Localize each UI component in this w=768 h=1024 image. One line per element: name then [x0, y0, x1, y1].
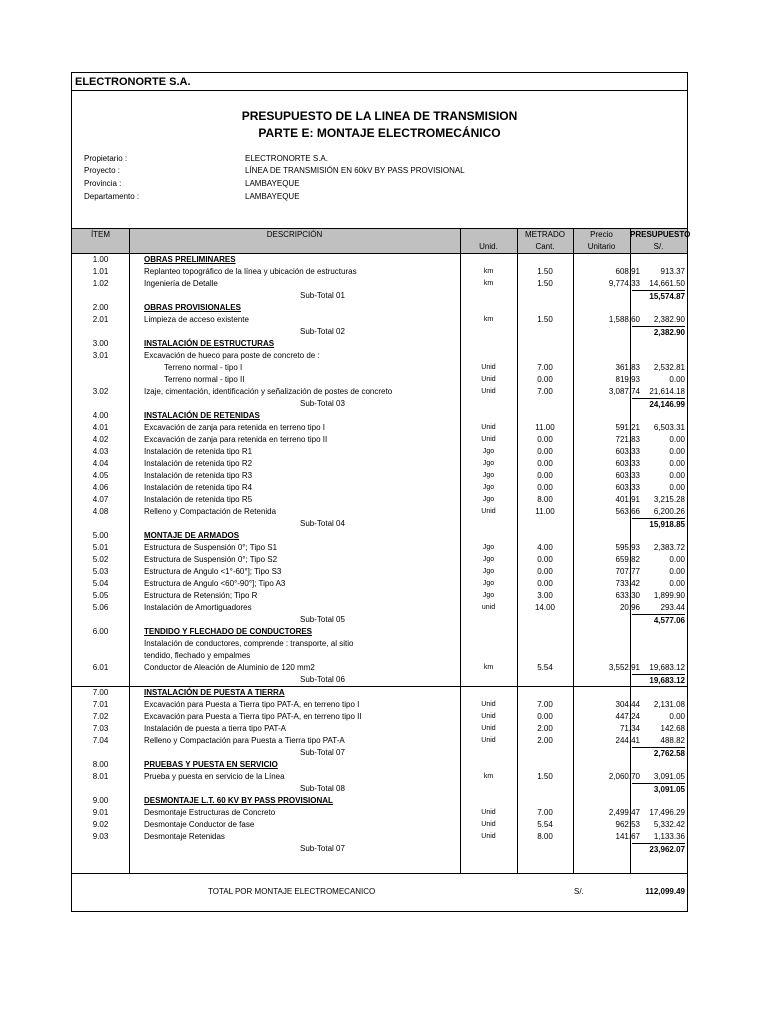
- item-description: Instalación de retenida tipo R2: [144, 459, 253, 468]
- table-header: [72, 228, 691, 254]
- item-description: Instalación de retenida tipo R4: [144, 483, 253, 492]
- item-number: 9.02: [92, 820, 109, 829]
- subtotal-row: [72, 398, 687, 410]
- subtotal-value: 23,962.07: [632, 843, 685, 855]
- table-row: [72, 566, 687, 578]
- table-row: [72, 422, 687, 434]
- subtotal-row: [72, 843, 687, 855]
- budget-sheet: [71, 72, 691, 912]
- item-unit: Unid: [481, 364, 496, 371]
- document-title: PRESUPUESTO DE LA LINEA DE TRANSMISION: [241, 109, 518, 123]
- item-number: 1.00: [92, 255, 109, 264]
- table-row: [72, 602, 687, 614]
- info-value-department: LAMBAYEQUE: [245, 192, 300, 201]
- subtotal-value: 15,574.87: [632, 290, 685, 302]
- item-total: 17,496.29: [649, 808, 685, 817]
- item-description: MONTAJE DE ARMADOS: [144, 531, 240, 540]
- section-row: [72, 759, 687, 771]
- subtotal-row: [72, 674, 687, 686]
- item-number: 4.06: [92, 483, 109, 492]
- subtotal-row: [72, 783, 687, 795]
- item-unit: Jgo: [482, 544, 495, 551]
- header-price: Precio: [590, 230, 613, 239]
- item-number: 5.03: [92, 567, 109, 576]
- item-unit: Jgo: [482, 568, 495, 575]
- header-unit-price: Unitario: [587, 242, 616, 251]
- item-number: 4.05: [92, 471, 109, 480]
- item-unit-price: 361.83: [615, 363, 640, 372]
- col-divider: [630, 228, 631, 873]
- item-description: Estructura de Suspensión 0°; Tipo S1: [144, 543, 278, 552]
- item-unit-price: 141.67: [615, 832, 640, 841]
- item-number: 2.00: [92, 303, 109, 312]
- item-number: 4.00: [92, 411, 109, 420]
- item-total: 0.00: [669, 471, 685, 480]
- item-quantity: 0.00: [537, 579, 553, 588]
- info-value-project: LÍNEA DE TRANSMISIÓN EN 60kV BY PASS PROVISIONAL: [245, 166, 465, 175]
- item-unit-price: 2,499.47: [608, 808, 640, 817]
- table-row: [72, 494, 687, 506]
- subtotal-value: 4,577.06: [632, 614, 685, 626]
- subtotal-label: Sub-Total 08: [300, 784, 345, 793]
- item-description: Excavación para Puesta a Tierra tipo PAT-A, en terreno tipo II: [144, 712, 362, 721]
- section-row: [72, 795, 687, 807]
- item-number: 7.00: [92, 688, 109, 697]
- item-description: Terreno normal - tipo I: [164, 363, 243, 372]
- table-row: [72, 506, 687, 518]
- subtotal-label: Sub-Total 07: [300, 844, 345, 853]
- budget-table: [72, 228, 691, 855]
- item-unit-price: 659.82: [615, 555, 640, 564]
- item-number: 7.01: [92, 700, 109, 709]
- item-total: 5,332.42: [653, 820, 685, 829]
- header-unit: Unid.: [479, 242, 498, 251]
- info-value-province: LAMBAYEQUE: [245, 179, 300, 188]
- item-description: Desmontaje Conductor de fase: [144, 820, 255, 829]
- item-total: 2,382.90: [653, 315, 685, 324]
- item-quantity: 4.00: [537, 543, 553, 552]
- item-total: 2,383.72: [653, 543, 685, 552]
- item-description: Excavación de hueco para poste de concreto de :: [144, 351, 320, 360]
- item-number: 9.01: [92, 808, 109, 817]
- section-row: [72, 302, 687, 314]
- item-number: 7.03: [92, 724, 109, 733]
- table-row: [72, 434, 687, 446]
- info-label-province: Provincia :: [84, 179, 122, 188]
- info-label-department: Departamento :: [84, 192, 140, 201]
- item-total: 6,503.31: [653, 423, 685, 432]
- item-total: 2,532.81: [653, 363, 685, 372]
- item-unit: Unid: [481, 737, 496, 744]
- table-row: [72, 662, 687, 674]
- item-unit-price: 603.33: [615, 447, 640, 456]
- item-number: 5.04: [92, 579, 109, 588]
- item-total: 913.37: [660, 267, 685, 276]
- item-total: 0.00: [669, 447, 685, 456]
- subtotal-value: 24,146.99: [632, 398, 685, 410]
- item-number: 4.01: [92, 423, 109, 432]
- item-quantity: 7.00: [537, 363, 553, 372]
- item-quantity: 0.00: [537, 447, 553, 456]
- item-number: 5.02: [92, 555, 109, 564]
- item-unit: Unid: [481, 436, 496, 443]
- item-total: 0.00: [669, 555, 685, 564]
- section-row: [72, 686, 687, 699]
- item-description: Conductor de Aleación de Aluminio de 120 mm2: [144, 663, 315, 672]
- item-unit-price: 707.77: [615, 567, 640, 576]
- item-unit-price: 721.83: [615, 435, 640, 444]
- item-quantity: 5.54: [537, 820, 553, 829]
- item-description: INSTALACIÓN DE PUESTA A TIERRA: [144, 688, 285, 697]
- item-description: OBRAS PRELIMINARES: [144, 255, 236, 264]
- item-description: PRUEBAS Y PUESTA EN SERVICIO: [144, 760, 278, 769]
- item-total: 0.00: [669, 483, 685, 492]
- item-number: 5.06: [92, 603, 109, 612]
- item-unit: Unid: [481, 725, 496, 732]
- col-divider: [517, 228, 518, 873]
- table-row: [72, 446, 687, 458]
- item-number: 9.00: [92, 796, 109, 805]
- item-number: 1.02: [92, 279, 109, 288]
- table-row: [72, 314, 687, 326]
- item-unit-price: 9,774.33: [608, 279, 640, 288]
- item-description: Instalación de retenida tipo R5: [144, 495, 253, 504]
- item-description: Desmontaje Retenidas: [144, 832, 225, 841]
- item-total: 0.00: [669, 459, 685, 468]
- item-unit-price: 603.33: [615, 483, 640, 492]
- item-number: 5.00: [92, 531, 109, 540]
- grand-total-label: TOTAL POR MONTAJE ELECTROMECANICO: [208, 887, 376, 896]
- item-unit: Jgo: [482, 472, 495, 479]
- item-total: 0.00: [669, 712, 685, 721]
- table-row: [72, 819, 687, 831]
- item-number: 5.05: [92, 591, 109, 600]
- item-unit-price: 3,087.74: [608, 387, 640, 396]
- item-unit-price: 447.24: [615, 712, 640, 721]
- subtotal-label: Sub-Total 07: [300, 748, 345, 757]
- item-unit-price: 633.30: [615, 591, 640, 600]
- item-description: Estructura de Angulo <60°-90°]; Tipo A3: [144, 579, 286, 588]
- subtotal-value: 19,683.12: [632, 674, 685, 686]
- item-total: 0.00: [669, 567, 685, 576]
- item-unit: Unid: [481, 388, 496, 395]
- item-number: 6.01: [92, 663, 109, 672]
- item-quantity: 2.00: [537, 736, 553, 745]
- section-row: [72, 338, 687, 350]
- item-number: 4.02: [92, 435, 109, 444]
- item-quantity: 11.00: [535, 423, 555, 432]
- subtotal-label: Sub-Total 01: [300, 291, 345, 300]
- table-row: [72, 386, 687, 398]
- item-description: Izaje, cimentación, identificación y señalización de postes de concreto: [144, 387, 393, 396]
- item-number: 4.08: [92, 507, 109, 516]
- table-row: [72, 711, 687, 723]
- item-unit-price: 20.96: [619, 603, 640, 612]
- info-label-project: Proyecto :: [84, 166, 121, 175]
- item-number: 7.02: [92, 712, 109, 721]
- item-unit: Jgo: [482, 448, 495, 455]
- item-total: 1,133.36: [653, 832, 685, 841]
- table-row: [72, 590, 687, 602]
- item-number: 5.01: [92, 543, 109, 552]
- item-unit-price: 962.53: [615, 820, 640, 829]
- item-description: Excavación de zanja para retenida en terreno tipo II: [144, 435, 328, 444]
- header-description: DESCRIPCIÓN: [266, 230, 323, 239]
- item-unit: Unid: [481, 508, 496, 515]
- subtotal-label: Sub-Total 06: [300, 675, 345, 684]
- info-value-owner: ELECTRONORTE S.A.: [245, 154, 328, 163]
- item-unit: Jgo: [482, 460, 495, 467]
- company-name: ELECTRONORTE S.A.: [75, 76, 191, 88]
- item-number: 8.01: [92, 772, 109, 781]
- header-currency: S/.: [653, 242, 664, 251]
- item-unit-price: 608.91: [615, 267, 640, 276]
- item-total: 293.44: [660, 603, 685, 612]
- item-quantity: 1.50: [537, 267, 553, 276]
- item-quantity: 5.54: [537, 663, 553, 672]
- item-unit-price: 591.21: [615, 423, 640, 432]
- col-divider: [460, 228, 461, 873]
- item-total: 0.00: [669, 579, 685, 588]
- item-total: 142.68: [660, 724, 685, 733]
- item-quantity: 1.50: [537, 772, 553, 781]
- item-description: Ingeniería de Detalle: [144, 279, 218, 288]
- grand-total-currency: S/.: [574, 887, 584, 896]
- section-row: [72, 254, 687, 266]
- item-total: 1,899.90: [653, 591, 685, 600]
- table-row: [72, 482, 687, 494]
- item-quantity: 7.00: [537, 387, 553, 396]
- item-description: INSTALACIÓN DE ESTRUCTURAS: [144, 339, 275, 348]
- item-total: 3,091.05: [653, 772, 685, 781]
- table-row: [72, 578, 687, 590]
- item-unit: Unid: [481, 821, 496, 828]
- info-label-owner: Propietario :: [84, 154, 128, 163]
- table-row: [72, 362, 687, 374]
- item-number: 6.00: [92, 627, 109, 636]
- item-quantity: 0.00: [537, 555, 553, 564]
- item-number: 3.00: [92, 339, 109, 348]
- item-total: 19,683.12: [649, 663, 685, 672]
- table-row: [72, 278, 687, 290]
- item-unit-price: 2,060.70: [608, 772, 640, 781]
- item-description: Instalación de retenida tipo R1: [144, 447, 253, 456]
- table-row: [72, 650, 687, 662]
- table-row: [72, 699, 687, 711]
- subtotal-label: Sub-Total 05: [300, 615, 345, 624]
- subtotal-label: Sub-Total 03: [300, 399, 345, 408]
- item-unit: km: [483, 280, 494, 287]
- item-number: 3.02: [92, 387, 109, 396]
- item-unit: Jgo: [482, 580, 495, 587]
- item-description: OBRAS PROVISIONALES: [144, 303, 241, 312]
- item-unit: Unid: [481, 809, 496, 816]
- header-budget: PRESUPUESTO: [630, 230, 691, 239]
- item-unit: unid: [481, 604, 496, 611]
- item-number: 4.04: [92, 459, 109, 468]
- col-divider: [129, 228, 130, 873]
- header-cant: Cant.: [535, 242, 555, 251]
- table-row: [72, 266, 687, 278]
- subtotal-row: [72, 290, 687, 302]
- table-row: [72, 807, 687, 819]
- subtotal-label: Sub-Total 02: [300, 327, 345, 336]
- item-number: 4.03: [92, 447, 109, 456]
- item-unit-price: 603.33: [615, 459, 640, 468]
- item-quantity: 0.00: [537, 459, 553, 468]
- item-description: Relleno y Compactación de Retenida: [144, 507, 277, 516]
- item-description: Replanteo topográfico de la línea y ubicación de estructuras: [144, 267, 357, 276]
- table-row: [72, 374, 687, 386]
- item-description: Instalación de retenida tipo R3: [144, 471, 253, 480]
- header-item: ÍTEM: [90, 230, 111, 239]
- item-quantity: 2.00: [537, 724, 553, 733]
- table-row: [72, 723, 687, 735]
- item-unit: Unid: [481, 833, 496, 840]
- item-number: 3.01: [92, 351, 109, 360]
- item-total: 6,200.26: [653, 507, 685, 516]
- item-quantity: 8.00: [537, 495, 553, 504]
- table-row: [72, 638, 687, 650]
- item-unit: Unid: [481, 713, 496, 720]
- table-body: [72, 254, 687, 855]
- item-description: Instalación de puesta a tierra tipo PAT-A: [144, 724, 287, 733]
- item-unit: Unid: [481, 376, 496, 383]
- item-description: Estructura de Suspensión 0°; Tipo S2: [144, 555, 278, 564]
- item-number: 7.04: [92, 736, 109, 745]
- item-number: 8.00: [92, 760, 109, 769]
- item-description: Desmontaje Estructuras de Concreto: [144, 808, 276, 817]
- table-row: [72, 542, 687, 554]
- subtotal-value: 3,091.05: [632, 783, 685, 795]
- item-quantity: 14.00: [534, 603, 556, 612]
- item-total: 2,131.08: [653, 700, 685, 709]
- subtotal-label: Sub-Total 04: [300, 519, 345, 528]
- grand-total-row: [72, 873, 687, 912]
- item-unit: Jgo: [482, 592, 495, 599]
- item-unit-price: 401.91: [615, 495, 640, 504]
- subtotal-row: [72, 518, 687, 530]
- subtotal-value: 15,918.85: [632, 518, 685, 530]
- item-unit-price: 3,552.91: [608, 663, 640, 672]
- item-number: 9.03: [92, 832, 109, 841]
- item-quantity: 7.00: [537, 808, 553, 817]
- table-row: [72, 831, 687, 843]
- item-number: 2.01: [92, 315, 109, 324]
- subtotal-row: [72, 614, 687, 626]
- item-total: 0.00: [669, 435, 685, 444]
- item-description: Terreno normal - tipo II: [164, 375, 245, 384]
- table-row: [72, 350, 687, 362]
- item-description: Estructura de Angulo <1°-60°]; Tipo S3: [144, 567, 282, 576]
- item-unit: km: [483, 316, 494, 323]
- item-unit-price: 733.42: [615, 579, 640, 588]
- item-unit-price: 563.66: [615, 507, 640, 516]
- item-quantity: 11.00: [535, 507, 555, 516]
- subtotal-value: 2,382.90: [632, 326, 685, 338]
- item-quantity: 3.00: [537, 591, 553, 600]
- item-description: Excavación para Puesta a Tierra tipo PAT-A, en terreno tipo I: [144, 700, 360, 709]
- item-description: INSTALACIÓN DE RETENIDAS: [144, 411, 260, 420]
- item-unit-price: 304.44: [615, 700, 640, 709]
- item-description: Prueba y puesta en servicio de la Línea: [144, 772, 285, 781]
- item-unit-price: 1,588.60: [608, 315, 640, 324]
- item-quantity: 8.00: [537, 832, 553, 841]
- document-subtitle: PARTE E: MONTAJE ELECTROMECÁNICO: [258, 126, 501, 140]
- table-row: [72, 458, 687, 470]
- item-quantity: 0.00: [537, 483, 553, 492]
- item-quantity: 0.00: [537, 375, 553, 384]
- item-total: 14,661.50: [649, 279, 685, 288]
- item-unit: km: [483, 268, 494, 275]
- section-row: [72, 530, 687, 542]
- item-quantity: 1.50: [537, 279, 553, 288]
- item-total: 488.82: [660, 736, 685, 745]
- item-unit: Jgo: [482, 496, 495, 503]
- item-unit-price: 71.34: [619, 724, 640, 733]
- item-quantity: 0.00: [537, 712, 553, 721]
- item-quantity: 0.00: [537, 471, 553, 480]
- item-unit: Jgo: [482, 556, 495, 563]
- item-unit: km: [483, 773, 494, 780]
- grand-total-value: 112,099.49: [645, 887, 685, 896]
- table-row: [72, 771, 687, 783]
- item-description: Limpieza de acceso existente: [144, 315, 249, 324]
- header-metrado: METRADO: [525, 230, 565, 239]
- item-unit: Unid: [481, 701, 496, 708]
- table-row: [72, 735, 687, 747]
- item-unit-price: 595.93: [615, 543, 640, 552]
- item-number: 1.01: [92, 267, 109, 276]
- item-quantity: 0.00: [537, 435, 553, 444]
- item-unit: km: [483, 664, 494, 671]
- item-unit-price: 819.93: [615, 375, 640, 384]
- item-description: Estructura de Retensión; Tipo R: [144, 591, 258, 600]
- item-quantity: 7.00: [537, 700, 553, 709]
- header-divider: [72, 90, 687, 91]
- item-quantity: 0.00: [537, 567, 553, 576]
- item-description: Relleno y Compactación para Puesta a Tierra tipo PAT-A: [144, 736, 345, 745]
- section-row: [72, 626, 687, 638]
- table-row: [72, 470, 687, 482]
- table-row: [72, 554, 687, 566]
- item-quantity: 1.50: [537, 315, 553, 324]
- item-description: Excavación de zanja para retenida en terreno tipo I: [144, 423, 326, 432]
- section-row: [72, 410, 687, 422]
- item-unit: Unid: [481, 424, 496, 431]
- item-description: Instalación de conductores, comprende : transporte, al sitio: [144, 639, 354, 648]
- item-number: 4.07: [92, 495, 109, 504]
- item-description: DESMONTAJE L.T. 60 KV BY PASS PROVISIONAL: [144, 796, 333, 805]
- item-description: TENDIDO Y FLECHADO DE CONDUCTORES: [144, 627, 313, 636]
- col-divider: [573, 228, 574, 873]
- item-unit: Jgo: [482, 484, 495, 491]
- subtotal-row: [72, 326, 687, 338]
- item-unit-price: 244.41: [615, 736, 640, 745]
- item-total: 0.00: [669, 375, 685, 384]
- item-description: Instalación de Amortiguadores: [144, 603, 252, 612]
- subtotal-row: [72, 747, 687, 759]
- item-unit-price: 603.33: [615, 471, 640, 480]
- item-description: tendido, flechado y empalmes: [144, 651, 251, 660]
- item-total: 21,614.18: [649, 387, 685, 396]
- item-total: 3,215.28: [653, 495, 685, 504]
- subtotal-value: 2,762.58: [632, 747, 685, 759]
